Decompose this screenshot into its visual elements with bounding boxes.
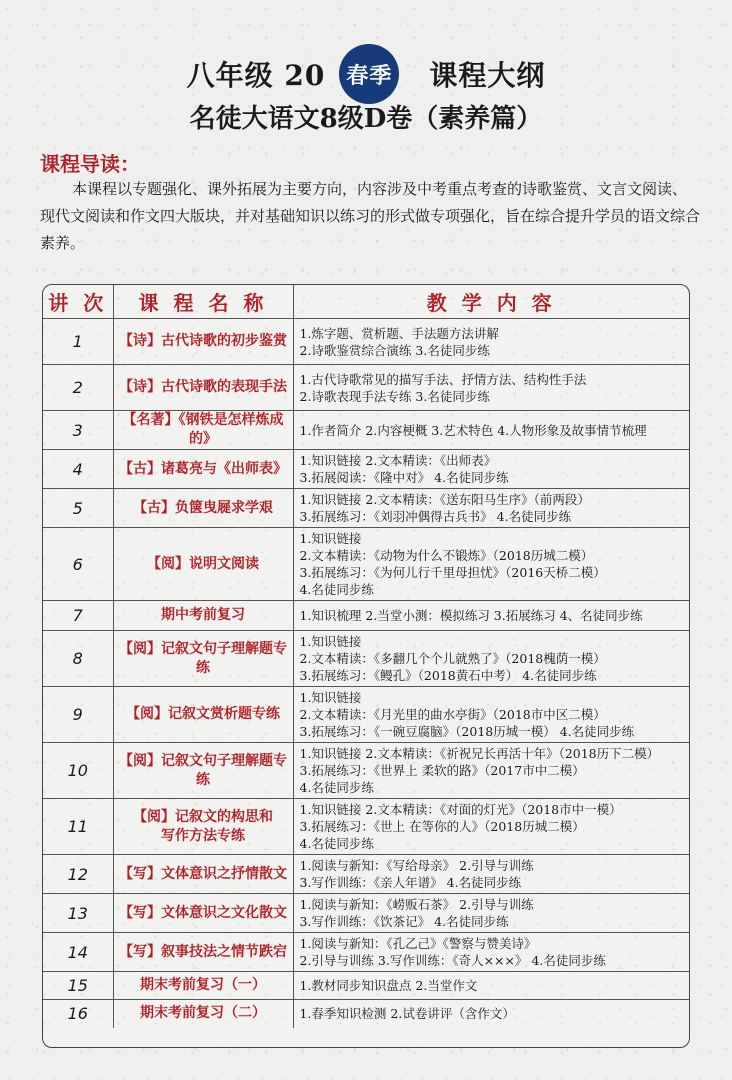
lesson-number: 14 bbox=[43, 933, 113, 972]
teaching-content: 1.阅读与新知：《孔乙己》《警察与赞美诗》 2.引导与训练 3.写作训练：《奇人×××》 4.名徒同步练 bbox=[293, 933, 689, 972]
teaching-content: 1.作者简介 2.内容梗概 3.艺术特色 4.人物形象及故事情节梳理 bbox=[293, 411, 689, 450]
teaching-content: 1.知识链接 2.文本精读：《送东阳马生序》（前两段） 3.拓展练习：《刘羽冲偶得古兵书》 4.名徒同步练 bbox=[293, 489, 689, 528]
lesson-number: 13 bbox=[43, 894, 113, 933]
table-row bbox=[43, 972, 689, 1000]
teaching-content: 1.知识链接 2.文本精读：《多翻几个个儿就熟了》（2018槐荫一模） 3.拓展练习：《鳗孔》（2018黄石中考） 4.名徒同步练 bbox=[293, 631, 689, 687]
course-name: 【阅】记叙文句子理解题专练 bbox=[113, 743, 293, 799]
course-name: 【写】叙事技法之情节跌宕 bbox=[113, 933, 293, 972]
lesson-number: 3 bbox=[43, 411, 113, 450]
course-name: 【古】负箧曳屣求学艰 bbox=[113, 489, 293, 528]
table-row bbox=[43, 365, 689, 411]
table-row bbox=[43, 799, 689, 855]
table-row bbox=[43, 450, 689, 489]
table-row bbox=[43, 489, 689, 528]
teaching-content: 1.春季知识检测 2.试卷讲评（含作文） bbox=[293, 1000, 689, 1028]
intro-heading: 课程导读： bbox=[40, 152, 140, 176]
lesson-number: 6 bbox=[43, 528, 113, 601]
lesson-number: 1 bbox=[43, 319, 113, 365]
course-name: 【古】诸葛亮与《出师表》 bbox=[113, 450, 293, 489]
lesson-number: 10 bbox=[43, 743, 113, 799]
teaching-content: 1.知识链接 2.文本精读：《出师表》 3.拓展阅读：《隆中对》 4.名徒同步练 bbox=[293, 450, 689, 489]
table-row bbox=[43, 933, 689, 972]
table-row bbox=[43, 894, 689, 933]
lesson-number: 4 bbox=[43, 450, 113, 489]
title-grade: 八年级 20 bbox=[186, 59, 326, 92]
teaching-content: 1.阅读与新知：《崂贩石茶》 2.引导与训练 3.写作训练：《饮茶记》 4.名徒同步练 bbox=[293, 894, 689, 933]
header-lesson: 讲 次 bbox=[43, 285, 113, 319]
teaching-content: 1.古代诗歌常见的描写手法、抒情方法、结构性手法 2.诗歌表现手法专练 3.名徒同步练 bbox=[293, 365, 689, 411]
teaching-content: 1.炼字题、赏析题、手法题方法讲解 2.诗歌鉴赏综合演练 3.名徒同步练 bbox=[293, 319, 689, 365]
header-teaching-content: 教 学 内 容 bbox=[293, 285, 689, 319]
lesson-number: 12 bbox=[43, 855, 113, 894]
table-row bbox=[43, 601, 689, 631]
lesson-number: 9 bbox=[43, 687, 113, 743]
table-row bbox=[43, 631, 689, 687]
teaching-content: 1.知识链接 2.文本精读：《月光里的曲水亭街》（2018市中区二模） 3.拓展练习：《一碗豆腐脑》（2018历城一模） 4.名徒同步练 bbox=[293, 687, 689, 743]
table-row bbox=[43, 411, 689, 450]
lesson-number: 5 bbox=[43, 489, 113, 528]
syllabus-table bbox=[42, 284, 690, 1048]
lesson-number: 11 bbox=[43, 799, 113, 855]
title-outline: 课程大纲 bbox=[429, 59, 546, 92]
course-name: 【阅】记叙文的构思和 写作方法专练 bbox=[113, 799, 293, 855]
season-badge: 春季 bbox=[339, 44, 399, 104]
teaching-content: 1.知识链接 2.文本精读：《动物为什么不锻炼》（2018历城二模） 3.拓展练习：《为何儿行千里母担忧》（2016天桥二模） 4.名徒同步练 bbox=[293, 528, 689, 601]
intro-text: 本课程以专题强化、课外拓展为主要方向，内容涉及中考重点考查的诗歌鉴赏、文言文阅读、现代文阅读和作文四大版块，并对基础知识以练习的形式做专项强化，旨在综合提升学员的语文综合素养。 bbox=[40, 180, 701, 252]
page-subtitle: 名徒大语文8级D卷（素养篇） bbox=[189, 104, 543, 134]
course-name: 【名著】《钢铁是怎样炼成的》 bbox=[113, 411, 293, 450]
course-name: 【写】文体意识之抒情散文 bbox=[113, 855, 293, 894]
table-row bbox=[43, 1000, 689, 1028]
course-name: 期中考前复习 bbox=[113, 601, 293, 631]
teaching-content: 1.知识链接 2.文本精读：《对面的灯光》（2018市中一模） 3.拓展练习：《世上 在等你的人》（2018历城二模） 4.名徒同步练 bbox=[293, 799, 689, 855]
course-name: 期末考前复习（一） bbox=[113, 972, 293, 1000]
table-row bbox=[43, 743, 689, 799]
table-row bbox=[43, 319, 689, 365]
table-header-row bbox=[43, 285, 689, 319]
course-name: 【诗】古代诗歌的初步鉴赏 bbox=[113, 319, 293, 365]
lesson-number: 2 bbox=[43, 365, 113, 411]
teaching-content: 1.阅读与新知：《写给母亲》 2.引导与训练 3.写作训练：《亲人年谱》 4.名徒同步练 bbox=[293, 855, 689, 894]
teaching-content: 1.知识梳理 2.当堂小测：模拟练习 3.拓展练习 4、名徒同步练 bbox=[293, 601, 689, 631]
page-title bbox=[0, 46, 732, 102]
table-row bbox=[43, 528, 689, 601]
course-name: 期末考前复习（二） bbox=[113, 1000, 293, 1028]
course-name: 【阅】记叙文赏析题专练 bbox=[113, 687, 293, 743]
teaching-content: 1.知识链接 2.文本精读：《祈祝兄长再活十年》（2018历下二模） 3.拓展练习：《世界上 柔软的路》（2017市中二模） 4.名徒同步练 bbox=[293, 743, 689, 799]
course-name: 【诗】古代诗歌的表现手法 bbox=[113, 365, 293, 411]
course-name: 【写】文体意识之文化散文 bbox=[113, 894, 293, 933]
lesson-number: 8 bbox=[43, 631, 113, 687]
table-row bbox=[43, 855, 689, 894]
lesson-number: 16 bbox=[43, 1000, 113, 1028]
teaching-content: 1.教材同步知识盘点 2.当堂作文 bbox=[293, 972, 689, 1000]
course-name: 【阅】说明文阅读 bbox=[113, 528, 293, 601]
header-course-name: 课 程 名 称 bbox=[113, 285, 293, 319]
lesson-number: 7 bbox=[43, 601, 113, 631]
course-name: 【阅】记叙文句子理解题专练 bbox=[113, 631, 293, 687]
lesson-number: 15 bbox=[43, 972, 113, 1000]
table-row bbox=[43, 687, 689, 743]
